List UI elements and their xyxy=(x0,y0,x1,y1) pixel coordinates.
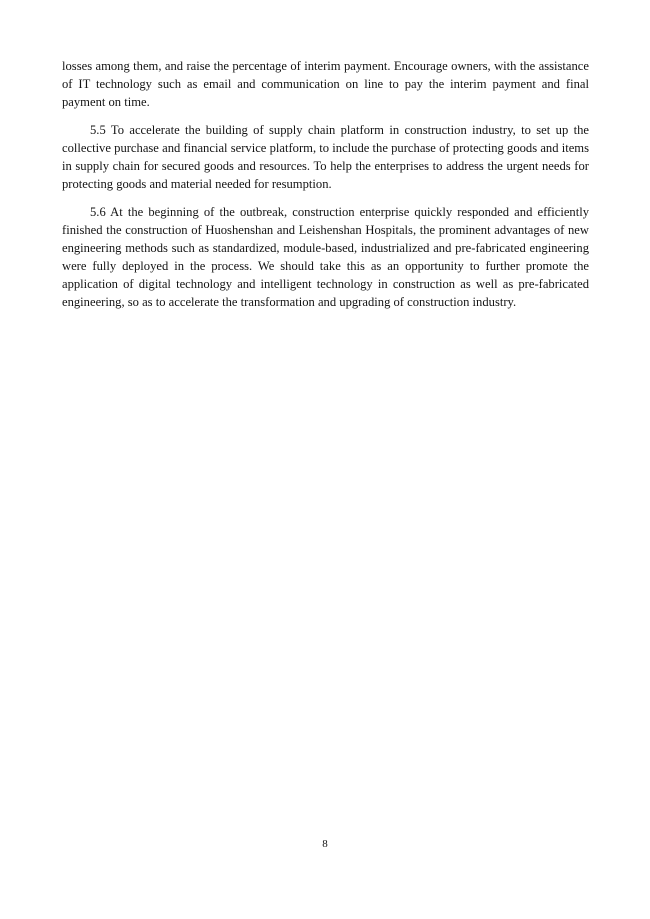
document-body xyxy=(62,57,589,311)
paragraph-continuation: losses among them, and raise the percentage of interim payment. Encourage owners, with the assistance of IT technology such as email and communication on line to pay the interim payment and final payment on time. xyxy=(62,59,589,109)
paragraph-section-5-6: 5.6 At the beginning of the outbreak, construction enterprise quickly responded and efficiently finished the construction of Huoshenshan and Leishenshan Hospitals, the prominent advantages of new engineering methods such as standardized, module-based, industrialized and pre-fabricated engineering were fully deployed in the process. We should take this as an opportunity to further promote the application of digital technology and intelligent technology in construction as well as pre-fabricated engineering, so as to accelerate the transformation and upgrading of construction industry. xyxy=(62,205,589,309)
page-number: 8 xyxy=(322,838,328,850)
paragraph-section-5-5: 5.5 To accelerate the building of supply chain platform in construction industry, to set up the collective purchase and financial service platform, to include the purchase of protecting goods and items in supply chain for secured goods and resources. To help the enterprises to address the urgent needs for protecting goods and material needed for resumption. xyxy=(62,123,589,191)
